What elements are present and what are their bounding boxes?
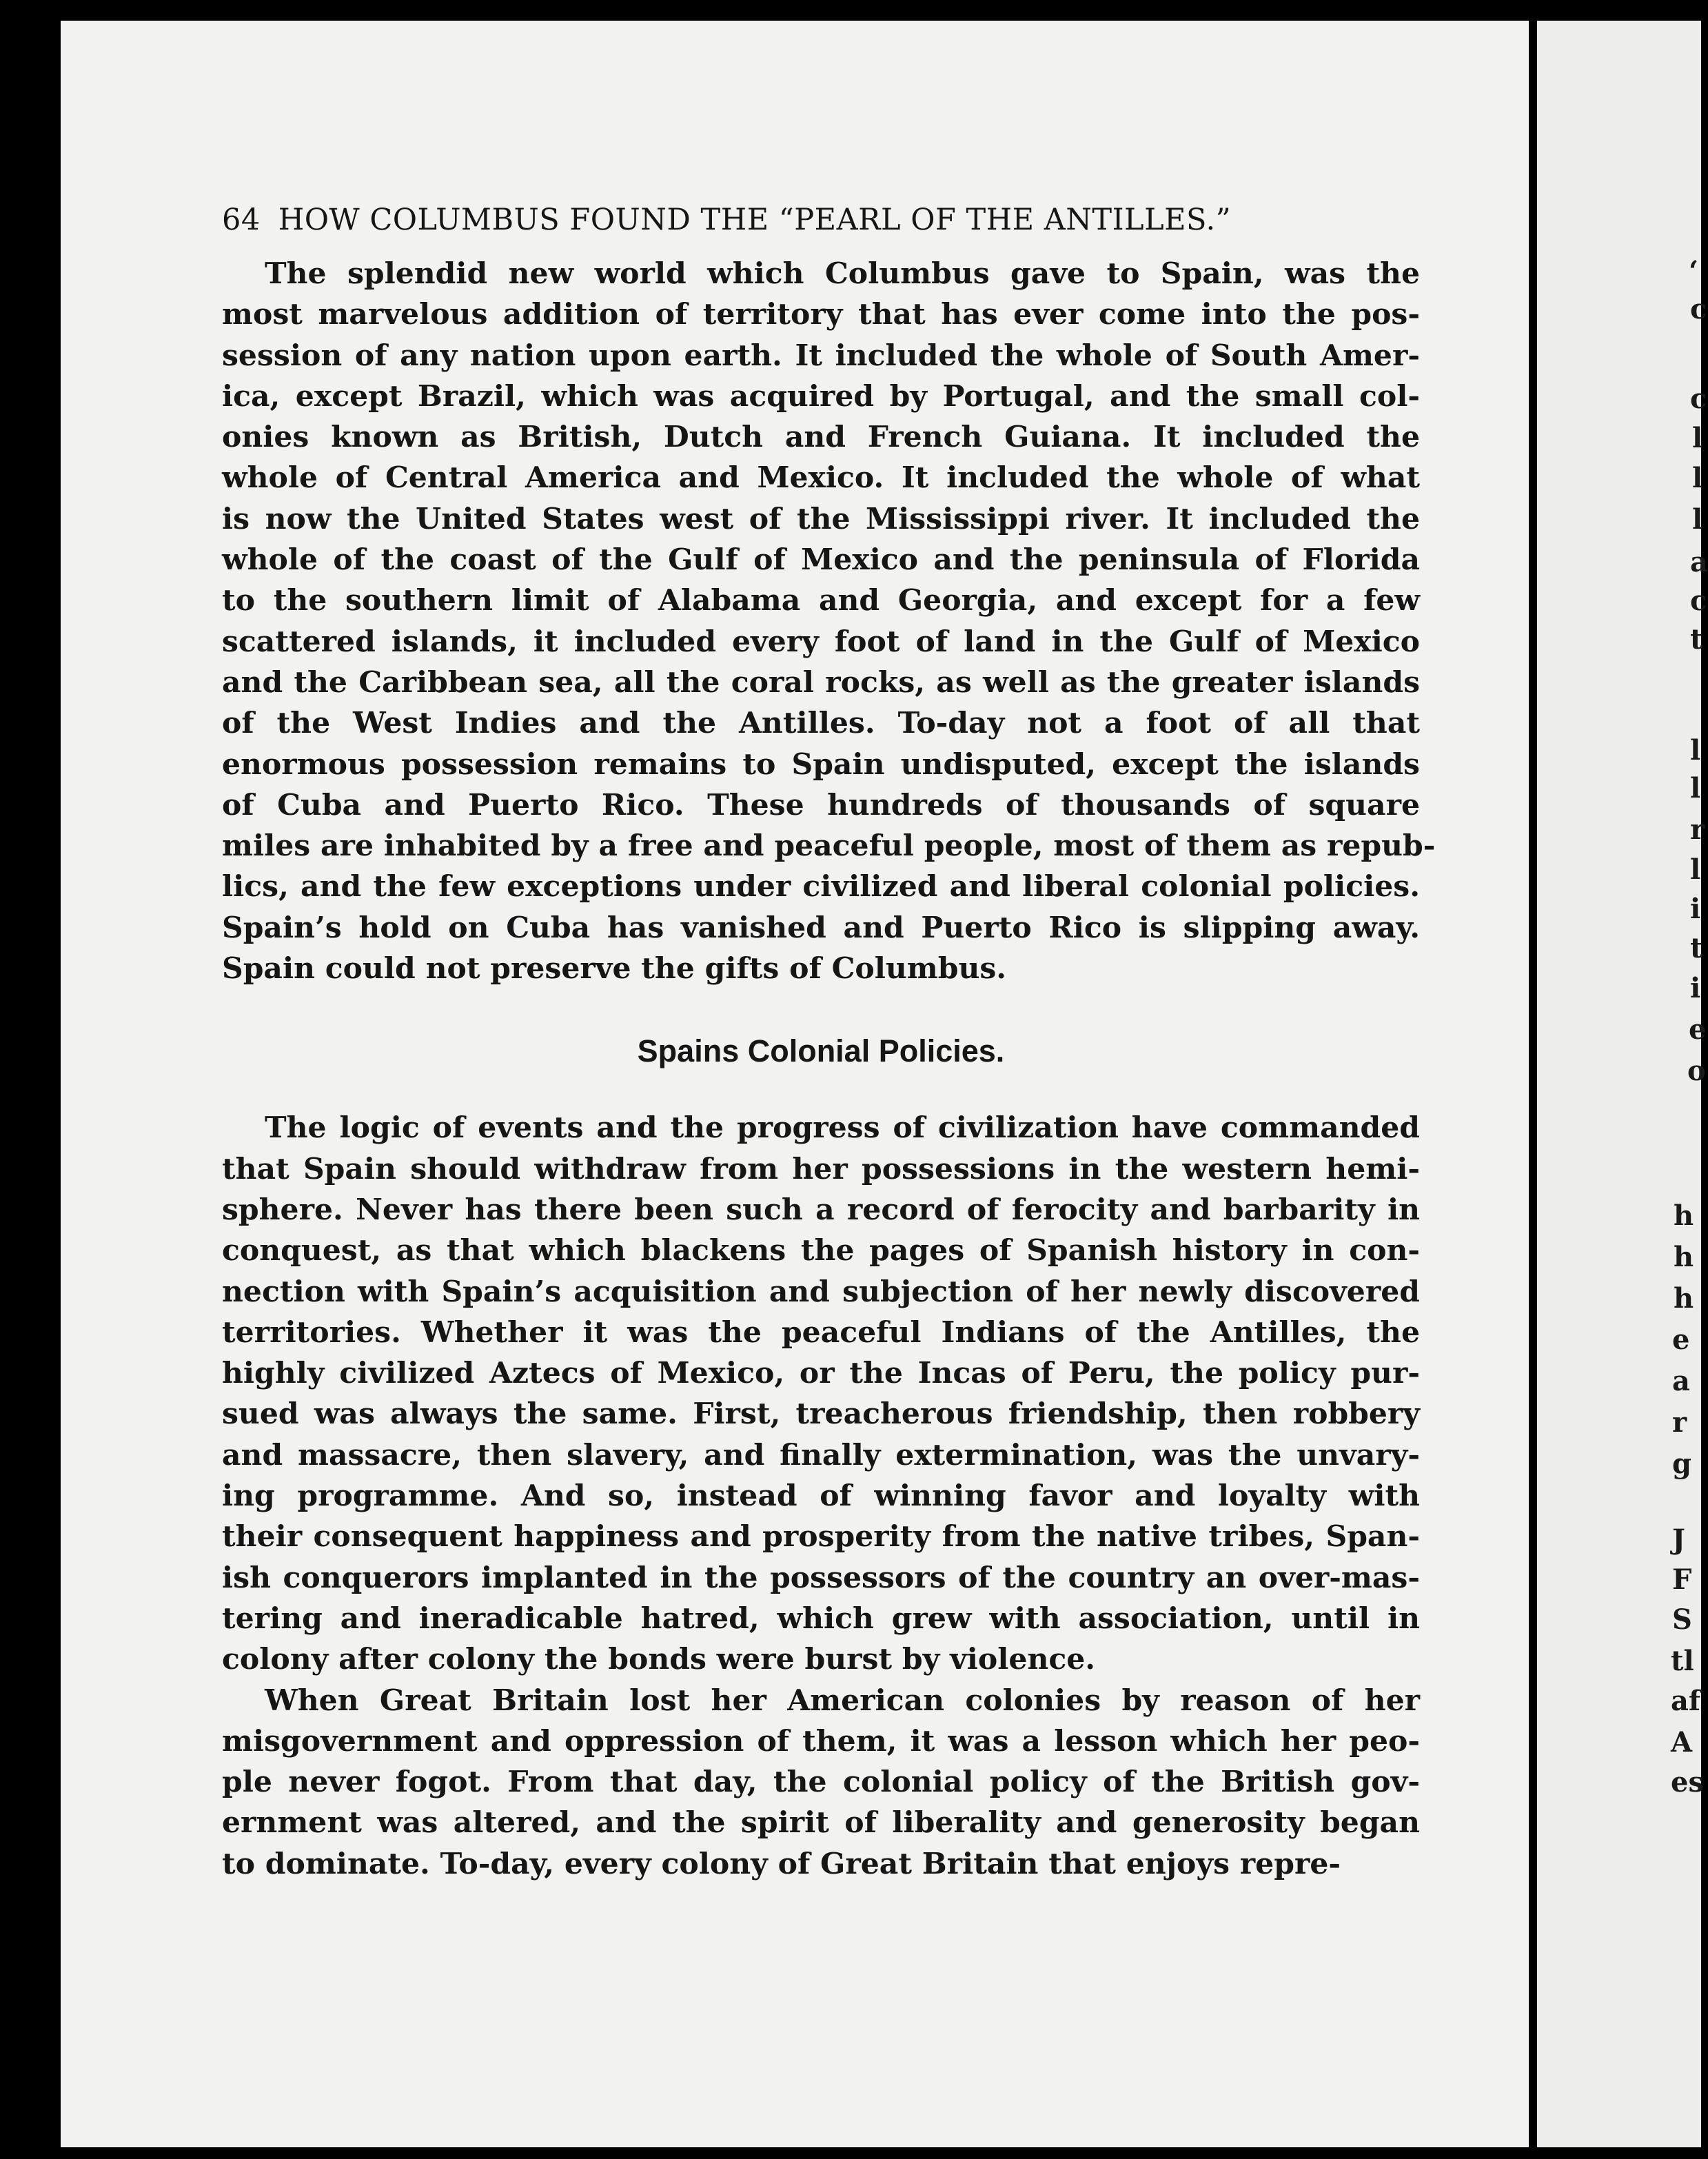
- facing-page-letter: A: [1671, 1726, 1693, 1758]
- text-line: lics, and the few exceptions under civilized and liberal colonial policies.: [222, 869, 1420, 904]
- text-line: onies known as British, Dutch and French Guiana. It included the: [222, 420, 1420, 455]
- text-line: Spain could not preserve the gifts of Columbus.: [222, 951, 1007, 986]
- text-line: to dominate. To-day, every colony of Great Britain that enjoys repre-: [222, 1846, 1341, 1881]
- text-line: conquest, as that which blackens the pages of Spanish history in con-: [222, 1233, 1420, 1268]
- text-line: territories. Whether it was the peaceful Indians of the Antilles, the: [222, 1315, 1420, 1350]
- text-line: of Cuba and Puerto Rico. These hundreds of thousands of square: [222, 787, 1420, 822]
- facing-page-letter: ‘: [1689, 255, 1698, 287]
- text-line: misgovernment and oppression of them, it was a lesson which her peo-: [222, 1723, 1420, 1758]
- facing-page-letter: h: [1674, 1282, 1694, 1315]
- text-line: ple never fogot. From that day, the colonial policy of the British gov-: [222, 1765, 1420, 1800]
- section-heading: Spains Colonial Policies.: [637, 1033, 1005, 1069]
- text-line: ernment was altered, and the spirit of liberality and generosity began: [222, 1805, 1420, 1841]
- facing-page-letter: e: [1672, 1324, 1690, 1356]
- text-line: to the southern limit of Alabama and Georgia, and except for a few: [222, 583, 1420, 618]
- text-line: Spain’s hold on Cuba has vanished and Puerto Rico is slipping away.: [222, 910, 1420, 945]
- facing-page-letter: l: [1690, 734, 1701, 767]
- text-line: of the West Indies and the Antilles. To-day not a foot of all that: [222, 706, 1420, 741]
- text-line: is now the United States west of the Mississippi river. It included the: [222, 501, 1420, 536]
- running-head-title: HOW COLUMBUS FOUND THE “PEARL OF THE ANTILLES.”: [278, 203, 1232, 237]
- text-line: their consequent happiness and prosperity from the native tribes, Span-: [222, 1519, 1420, 1554]
- facing-page-letter: l: [1690, 853, 1701, 886]
- facing-page-letter: t: [1690, 932, 1703, 964]
- text-line: enormous possession remains to Spain undisputed, except the islands: [222, 747, 1420, 782]
- facing-page-letter: l: [1690, 772, 1701, 804]
- text-line: ish conquerors implanted in the possessors of the country an over-mas-: [222, 1560, 1420, 1595]
- facing-page-letter: l: [1692, 503, 1703, 536]
- running-head: [222, 200, 1420, 240]
- text-line: whole of the coast of the Gulf of Mexico and the peninsula of Florida: [222, 543, 1420, 578]
- text-line: scattered islands, it included every foot of land in the Gulf of Mexico: [222, 624, 1420, 659]
- text-line: that Spain should withdraw from her possessions in the western hemi-: [222, 1151, 1420, 1186]
- text-line: tering and ineradicable hatred, which grew with association, until in: [222, 1601, 1420, 1636]
- facing-page-fragment: [1537, 21, 1701, 2147]
- text-line: ica, except Brazil, which was acquired by Portugal, and the small col-: [222, 378, 1420, 414]
- facing-page-letter: r: [1672, 1406, 1687, 1439]
- facing-page-letter: c: [1690, 383, 1707, 415]
- facing-page-letter: F: [1672, 1563, 1692, 1596]
- facing-page-letter: i: [1690, 972, 1701, 1004]
- text-line: miles are inhabited by a free and peaceful people, most of them as repub-: [222, 829, 1436, 864]
- facing-page-letter: tl: [1671, 1645, 1694, 1677]
- facing-page-letter: o: [1687, 1055, 1706, 1087]
- facing-page-letter: a: [1672, 1365, 1690, 1397]
- facing-page-letter: af: [1671, 1685, 1701, 1717]
- text-line: ing programme. And so, instead of winning favor and loyalty with: [222, 1479, 1420, 1514]
- text-line: highly civilized Aztecs of Mexico, or the Incas of Peru, the policy pur-: [222, 1356, 1420, 1391]
- facing-page-letter: a: [1690, 546, 1708, 578]
- text-line: The splendid new world which Columbus gave to Spain, was the: [265, 256, 1420, 291]
- facing-page-letter: h: [1674, 1241, 1694, 1273]
- facing-page-letter: c: [1690, 293, 1707, 325]
- paragraph-columbus-gift: [222, 254, 1436, 989]
- text-line: session of any nation upon earth. It included the whole of South Amer-: [222, 338, 1420, 373]
- text-line: and massacre, then slavery, and finally extermination, was the unvary-: [222, 1437, 1420, 1472]
- text-line: whole of Central America and Mexico. It included the whole of what: [222, 460, 1420, 496]
- facing-page-letter: h: [1674, 1199, 1694, 1232]
- facing-page-letter: J: [1672, 1523, 1685, 1556]
- facing-page-letter: i: [1690, 893, 1701, 925]
- text-line: nection with Spain’s acquisition and subjection of her newly discovered: [222, 1274, 1420, 1309]
- facing-page-letter: es: [1671, 1766, 1704, 1798]
- paragraph-colonial-policies: [222, 1108, 1420, 1680]
- facing-page-letter: t: [1690, 623, 1703, 656]
- text-line: colony after colony the bonds were burst by violence.: [222, 1642, 1096, 1677]
- text-line: sued was always the same. First, treacherous friendship, then robbery: [222, 1397, 1420, 1432]
- paragraph-great-britain: [222, 1681, 1420, 1885]
- page-number: 64: [222, 203, 261, 237]
- facing-page-letter: l: [1692, 462, 1703, 494]
- text-line: most marvelous addition of territory that has ever come into the pos-: [222, 297, 1420, 332]
- text-line: The logic of events and the progress of civilization have commanded: [265, 1111, 1420, 1146]
- text-line: and the Caribbean sea, all the coral rocks, as well as the greater islands: [222, 665, 1420, 700]
- text-line: When Great Britain lost her American colonies by reason of her: [265, 1683, 1420, 1718]
- text-line: sphere. Never has there been such a record of ferocity and barbarity in: [222, 1192, 1420, 1227]
- facing-page-letter: r: [1690, 813, 1705, 846]
- facing-page-letter: c: [1690, 585, 1707, 617]
- facing-page-letter: l: [1692, 422, 1703, 454]
- facing-page-letter: g: [1672, 1448, 1691, 1480]
- facing-page-letter: S: [1672, 1603, 1692, 1636]
- facing-page-letter: e: [1689, 1013, 1707, 1046]
- page-text: [222, 200, 1436, 1885]
